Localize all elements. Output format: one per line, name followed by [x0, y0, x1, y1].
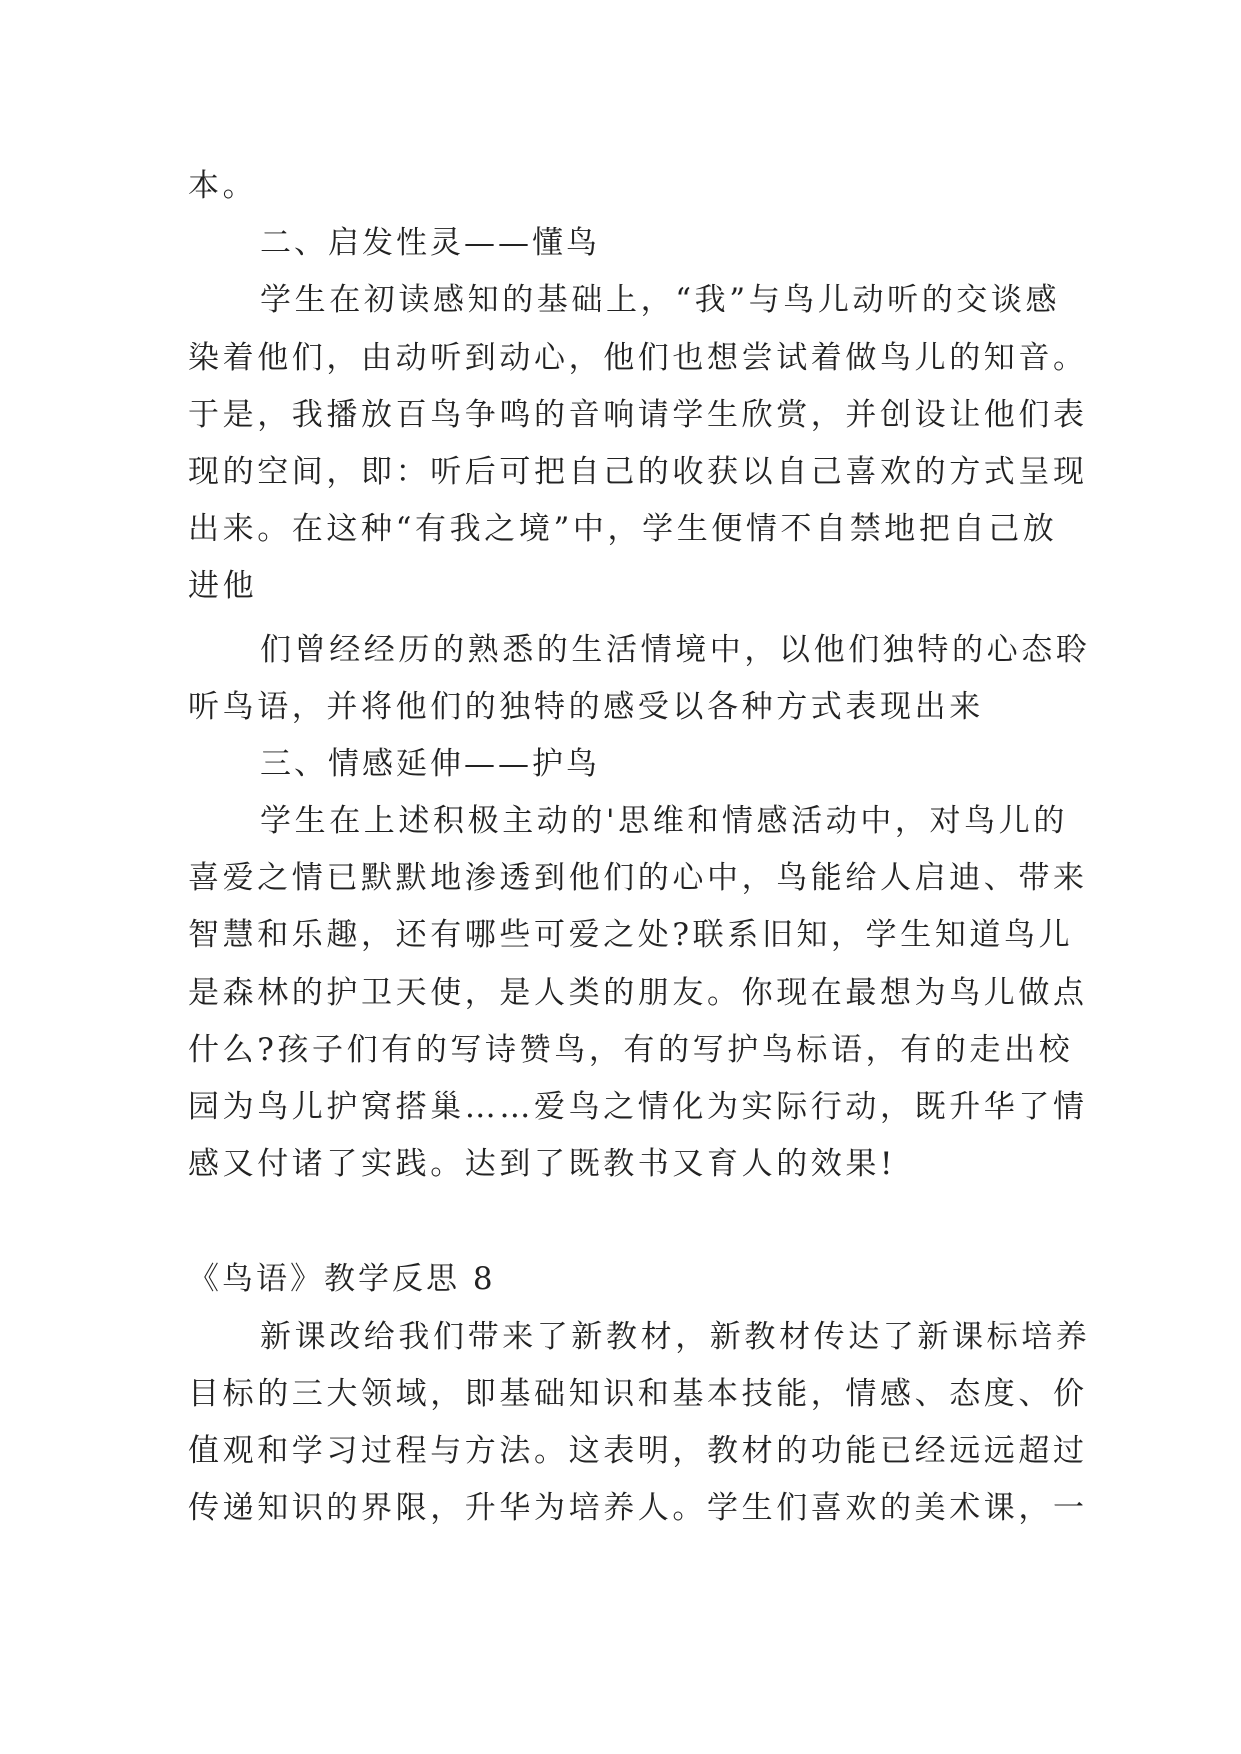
text-line: 进他 [188, 568, 258, 605]
text-line: 值观和学习过程与方法。这表明，教材的功能已经远远超过 [188, 1432, 1088, 1469]
text-line: 目标的三大领域，即基础知识和基本技能，情感、态度、价 [188, 1375, 1088, 1412]
text-line: 本。 [188, 168, 258, 204]
document-body [188, 158, 1091, 1537]
text-line: 现的空间，即：听后可把自己的收获以自己喜欢的方式呈现 [188, 453, 1088, 490]
section-heading-3: 三、情感延伸——护鸟 [260, 745, 600, 782]
text-line: 传递知识的界限，升华为培养人。学生们喜欢的美术课，一 [188, 1490, 1088, 1527]
paragraph-first-line: 新课改给我们带来了新教材，新教材传达了新课标培养 [260, 1318, 1091, 1355]
text-line: 什么?孩子们有的写诗赞鸟，有的写护鸟标语，有的走出校 [188, 1031, 1074, 1068]
text-line: 感又付诸了实践。达到了既教书又育人的效果! [188, 1146, 897, 1183]
paragraph-first-line: 学生在上述积极主动的'思维和情感活动中，对鸟儿的 [260, 803, 1068, 840]
paragraph-first-line: 学生在初读感知的基础上，“我”与鸟儿动听的交谈感 [260, 282, 1061, 319]
text-line: 染着他们，由动听到动心，他们也想尝试着做鸟儿的知音。 [188, 339, 1088, 376]
text-line: 喜爱之情已默默地渗透到他们的心中，鸟能给人启迪、带来 [188, 860, 1088, 897]
text-line: 智慧和乐趣，还有哪些可爱之处?联系旧知，学生知道鸟儿 [188, 917, 1074, 954]
section-gap [188, 1193, 1068, 1251]
section-heading-2: 二、启发性灵——懂鸟 [260, 225, 600, 262]
text-line: 于是，我播放百鸟争鸣的音响请学生欣赏，并创设让他们表 [188, 396, 1088, 433]
paragraph-first-line: 们曾经经历的熟悉的生活情境中，以他们独特的心态聆 [260, 631, 1091, 668]
text-line: 听鸟语，并将他们的独特的感受以各种方式表现出来 [188, 688, 984, 725]
text-line: 是森林的护卫天使，是人类的朋友。你现在最想为鸟儿做点 [188, 974, 1088, 1011]
text-line: 园为鸟儿护窝搭巢……爱鸟之情化为实际行动，既升华了情 [188, 1089, 1088, 1125]
text-line: 出来。在这种“有我之境”中，学生便情不自禁地把自己放 [188, 511, 1058, 548]
section-title: 《鸟语》教学反思 8 [188, 1261, 496, 1298]
